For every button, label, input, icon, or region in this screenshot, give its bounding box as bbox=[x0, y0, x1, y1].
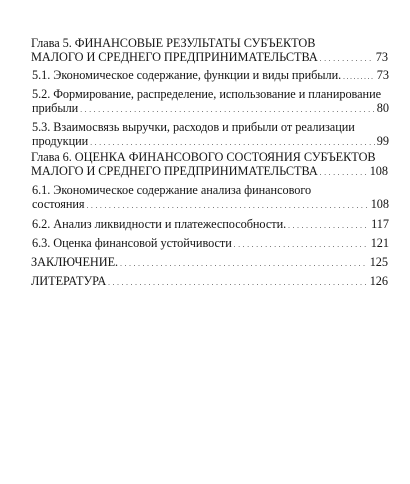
toc-page-number: 80 bbox=[376, 101, 389, 115]
toc-entry-title: 5.1. Экономическое содержание, функции и виды прибыли. bbox=[32, 68, 342, 82]
toc-entry-title: 6.3. Оценка финансовой устойчивости bbox=[32, 236, 232, 250]
toc-entry-title-cont: МАЛОГО И СРЕДНЕГО ПРЕДПРИНИМАТЕЛЬСТВА bbox=[31, 50, 318, 64]
toc-entry-title: 6.1. Экономическое содержание анализа финансового bbox=[32, 183, 312, 197]
dot-leader bbox=[343, 68, 375, 84]
toc-entry-title-cont: МАЛОГО И СРЕДНЕГО ПРЕДПРИНИМАТЕЛЬСТВА bbox=[31, 164, 318, 178]
toc-entry-chapter-6 bbox=[31, 150, 388, 180]
dot-leader bbox=[90, 134, 375, 150]
toc-entry-6-1 bbox=[32, 183, 389, 213]
dot-leader bbox=[87, 197, 369, 213]
toc-entry-title-cont: состояния bbox=[32, 197, 85, 211]
toc-page-number: 125 bbox=[369, 255, 388, 269]
toc-entry-5-2 bbox=[32, 87, 389, 117]
toc-entry-5-1 bbox=[32, 68, 389, 84]
toc-entry-5-3 bbox=[32, 120, 389, 150]
toc-page-number: 121 bbox=[370, 236, 389, 250]
dot-leader bbox=[108, 274, 368, 290]
toc-entry-title-cont: продукции bbox=[32, 134, 89, 148]
toc-entry-conclusion bbox=[31, 255, 388, 271]
toc-entry-title: ЗАКЛЮЧЕНИЕ. bbox=[31, 255, 119, 269]
dot-leader bbox=[120, 255, 368, 271]
toc-page-number: 73 bbox=[376, 68, 389, 82]
toc-entry-6-3 bbox=[32, 236, 389, 252]
toc-page-number: 117 bbox=[371, 217, 389, 231]
toc-entry-title: ЛИТЕРАТУРА bbox=[31, 274, 107, 288]
toc-entry-title: 5.3. Взаимосвязь выручки, расходов и прибыли от реализации bbox=[32, 120, 355, 134]
toc-entry-6-2 bbox=[32, 217, 389, 233]
toc-entry-title: 6.2. Анализ ликвидности и платежеспособности. bbox=[32, 217, 287, 231]
toc-entry-title: 5.2. Формирование, распределение, использование и планирование bbox=[32, 87, 382, 101]
dot-leader bbox=[234, 236, 369, 252]
toc-entry-literature bbox=[31, 274, 388, 290]
toc-entry-title: Глава 6. ОЦЕНКА ФИНАНСОВОГО СОСТОЯНИЯ СУБЪЕКТОВ bbox=[31, 150, 376, 164]
toc-page-number: 108 bbox=[369, 164, 388, 178]
toc-page-number: 126 bbox=[369, 274, 388, 288]
dot-leader bbox=[80, 101, 375, 117]
dot-leader bbox=[320, 50, 374, 66]
toc-entry-chapter-5 bbox=[31, 36, 388, 66]
toc-entry-title-cont: прибыли bbox=[32, 101, 79, 115]
toc-page-number: 108 bbox=[370, 197, 389, 211]
toc-entry-title: Глава 5. ФИНАНСОВЫЕ РЕЗУЛЬТАТЫ СУБЪЕКТОВ bbox=[31, 36, 316, 50]
dot-leader bbox=[320, 164, 368, 180]
toc-page-number: 73 bbox=[375, 50, 388, 64]
dot-leader bbox=[288, 217, 369, 233]
toc-page-number: 99 bbox=[376, 134, 389, 148]
